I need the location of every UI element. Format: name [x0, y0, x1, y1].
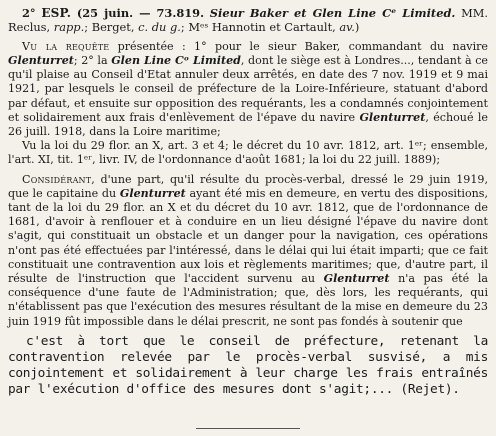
case-parties: Sieur Baker et Glen Line Cᵉ Limited.: [209, 6, 456, 20]
considerant-ship-2: Glenturret: [323, 272, 390, 286]
requete-text-1: présentée : 1° pour le sieur Baker, commandant du navire: [109, 39, 488, 53]
requete-text-2: ; 2° la: [73, 54, 112, 68]
case-counsel-1: MM. Reclus,: [8, 6, 489, 35]
considerant-text-3: n'a pas été la conséquence d'une faute de l'Administration; que, dès lors, les requérants, qui n'établissent pas que l'exécution des mesures résultant de la mise en demeure du 23 juin 1919 fût impossible dans le délai prescrit, ne sont pas fondés à soutenir que: [8, 272, 488, 328]
case-cdug: c. du g.: [138, 20, 181, 35]
requete-company: Glen Line Cᵒ Limited: [111, 54, 241, 68]
requete-ship: Glenturret: [8, 54, 74, 68]
case-close: ): [354, 20, 360, 35]
case-counsel-2: ; Berget,: [84, 20, 135, 35]
requete-ship-2: Glenturret: [359, 110, 426, 124]
case-number: 2°: [22, 6, 36, 20]
considerant-text-2: ayant été mis en demeure, en vertu des dispositions, tant de la loi du 29 flor. an X et du décret du 10 avr. 1812, que de l'ordonnance de 1681, d'avoir à renflouer et à conduire en un lieu désigné l'épave du navire dont s'agit, qui constituait un obstacle et un danger pour la navigation, ces opérations n'ont pas été effectuées par l'intéressé, dans le délai qui lui était imparti; que ce fait constituait une contravention aux lois et règlements maritimes; que, d'autre part, il résulte de l'instruction que l'accident survenu au: [8, 186, 488, 286]
requete-paragraph: [8, 40, 488, 139]
considerant-paragraph: [8, 173, 488, 329]
conclusion-paragraph: c'est à tort que le conseil de préfecture, retenant la contravention relevée par le procès-verbal susvisé, a mis conjointement et solidairement à leur charge les frais entraînés par l'exécution d'office des mesures dont s'agit;... (Rejet).: [8, 333, 488, 398]
requete-lead: Vu la requête: [22, 39, 110, 53]
considerant-lead: Considérant: [22, 172, 92, 186]
requete-text-3: , dont le siège est à Londres..., tendant à ce qu'il plaise au Conseil d'Etat annuler deux arrêtés, en date des 7 nov. 1919 et 9 mai 1921, par lesquels le conseil de préfecture de la Loire-Inférieure, statuant d'abord par défaut, et ensuite sur opposition des requérants, les a condamnés conjointement et solidairement aux frais d'enlèvement de l'épave du navire: [8, 54, 489, 124]
case-counsel-3: ; Mᵉˢ Hannotin et Cartault,: [180, 20, 336, 35]
case-espece: ESP.: [41, 6, 72, 20]
case-av: av.: [339, 20, 355, 35]
case-date: (25 juin. — 73.819.: [76, 6, 205, 20]
vu-loi-paragraph: Vu la loi du 29 flor. an X, art. 3 et 4; le décret du 10 avr. 1812, art. 1ᵉʳ; ensemble, l'art. XI, tit. 1ᵉʳ, livr. IV, de l'ordonnance d'août 1681; la loi du 22 juill. 1889);: [8, 139, 488, 167]
separator-rule: [196, 428, 300, 429]
case-rapp: rapp.: [53, 20, 85, 35]
requete-text-4: , échoué le 26 juill. 1918, dans la Loire maritime;: [8, 110, 488, 139]
case-header: [8, 6, 488, 35]
considerant-text-1: , d'une part, qu'il résulte du procès-verbal, dressé le 29 juin 1919, que le capitaine du: [8, 172, 488, 200]
considerant-ship: Glenturret: [119, 186, 186, 200]
